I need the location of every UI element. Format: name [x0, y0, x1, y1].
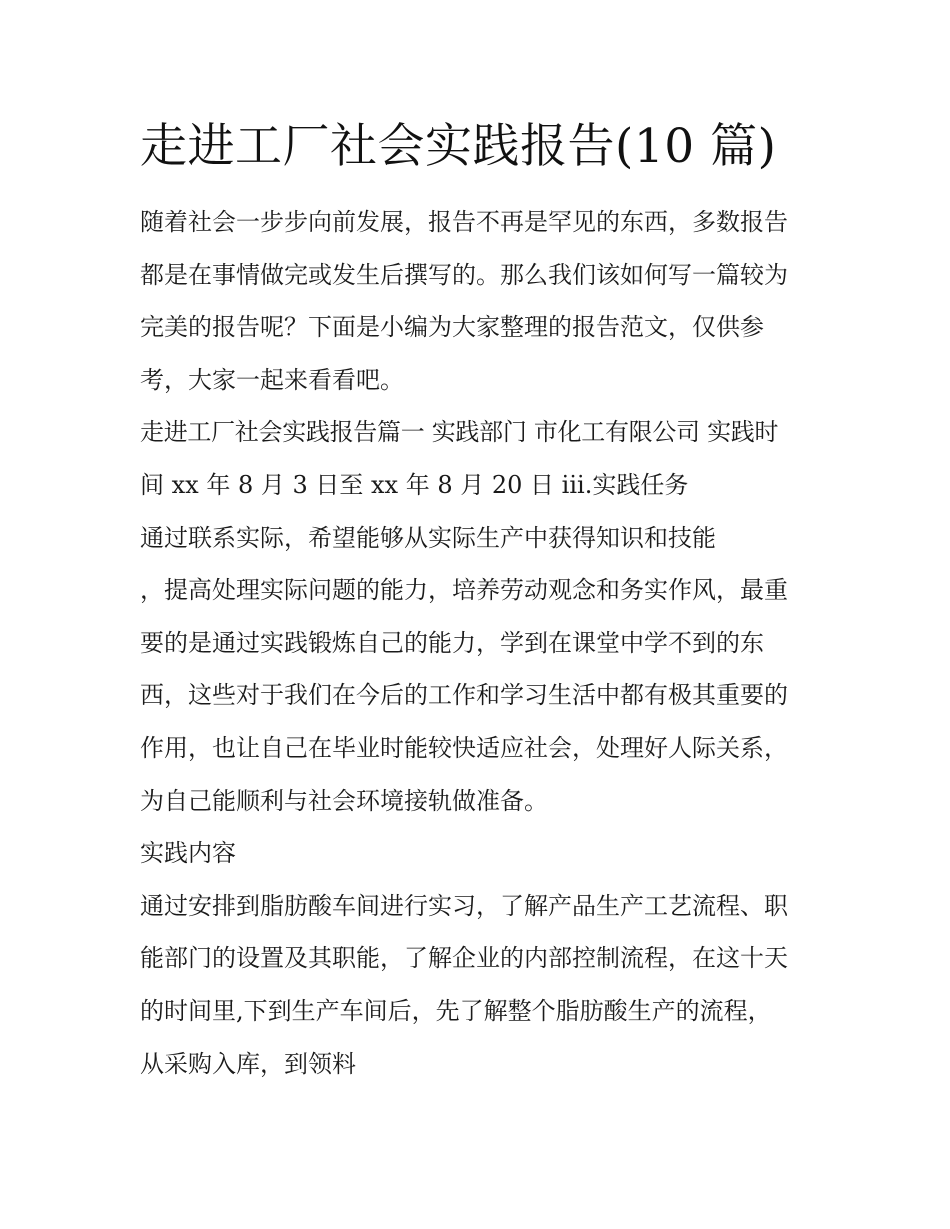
paragraph-line: 西，这些对于我们在今后的工作和学习生活中都有极其重要的 [140, 681, 788, 710]
paragraph-line: 间 xx 年 8 月 3 日至 xx 年 8 月 20 日 iii.实践任务 [140, 470, 689, 499]
paragraph-line: 随着社会一步步向前发展，报告不再是罕见的东西，多数报告 [140, 208, 788, 236]
paragraph-line: 从采购入库，到领料 [140, 1049, 356, 1078]
paragraph-line: 通过安排到脂肪酸车间进行实习，了解产品生产工艺流程、职 [140, 891, 788, 920]
section-label: 实践内容 [140, 839, 236, 868]
paragraph-line: 要的是通过实践锻炼自己的能力，学到在课堂中学不到的东 [140, 628, 764, 657]
paragraph-line: ，提高处理实际问题的能力，培养劳动观念和务实作风，最重 [140, 576, 788, 605]
paragraph-line: 作用，也让自己在毕业时能较快适应社会，处理好人际关系， [140, 733, 788, 762]
paragraph-line: 都是在事情做完或发生后撰写的。那么我们该如何写一篇较为 [140, 260, 788, 289]
paragraph-line: 为自己能顺利与社会环境接轨做准备。 [140, 786, 548, 815]
document-body [140, 196, 830, 1090]
paragraph-line: 通过联系实际，希望能够从实际生产中获得知识和技能 [140, 523, 716, 552]
section-heading-line: 走进工厂社会实践报告篇一 实践部门 市化工有限公司 实践时 [140, 418, 779, 447]
paragraph-line: 能部门的设置及其职能，了解企业的内部控制流程，在这十天 [140, 944, 788, 973]
paragraph-line: 完美的报告呢？下面是小编为大家整理的报告范文，仅供参 [140, 313, 764, 342]
document-title: 走进工厂社会实践报告(10 篇) [140, 119, 777, 174]
paragraph-line: 考，大家一起来看看吧。 [140, 365, 404, 394]
paragraph-line: 的时间里,下到生产车间后，先了解整个脂肪酸生产的流程， [140, 996, 772, 1025]
